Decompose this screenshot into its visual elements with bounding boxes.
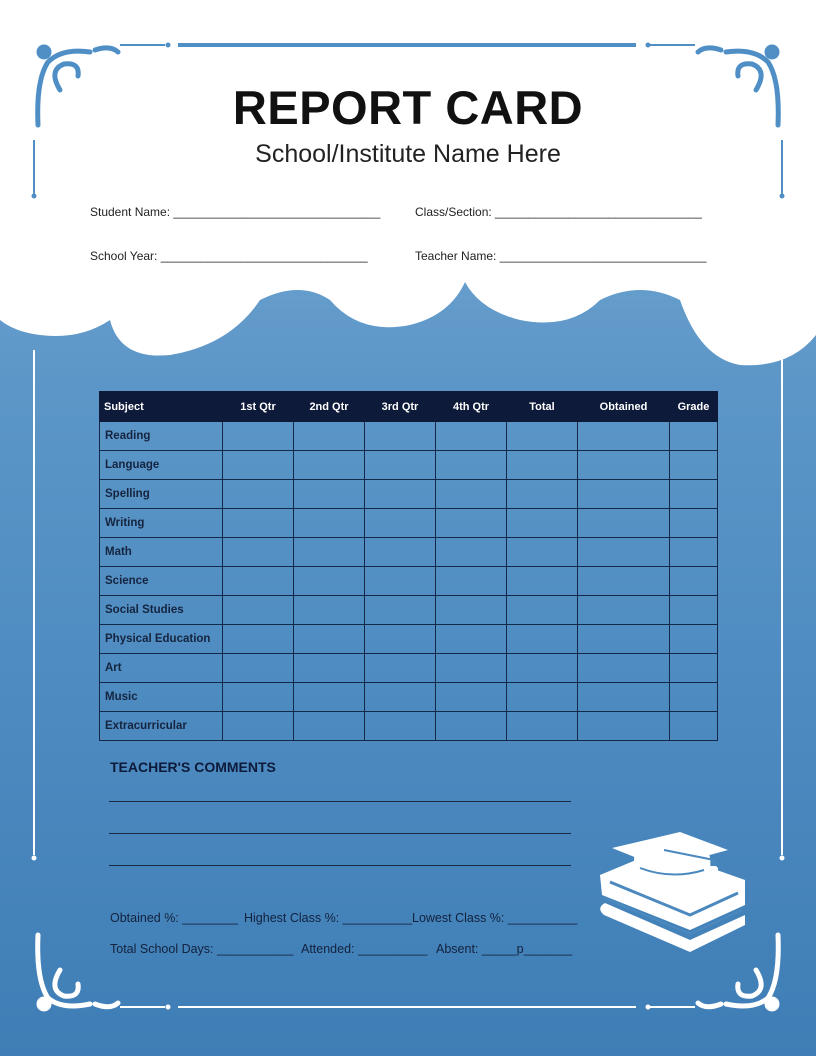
grade-cell[interactable] — [365, 683, 436, 712]
grade-cell[interactable] — [294, 567, 365, 596]
grade-cell[interactable] — [223, 654, 294, 683]
grade-cell[interactable] — [436, 451, 507, 480]
grade-cell[interactable] — [436, 654, 507, 683]
column-header: 2nd Qtr — [294, 392, 365, 422]
highest-percent-field[interactable]: Highest Class %: __________ — [244, 911, 413, 925]
grade-cell[interactable] — [223, 422, 294, 451]
grade-cell[interactable] — [365, 596, 436, 625]
grade-cell[interactable] — [507, 509, 578, 538]
column-header: Grade — [670, 392, 718, 422]
grade-cell[interactable] — [507, 451, 578, 480]
grade-cell[interactable] — [436, 625, 507, 654]
subject-cell: Writing — [100, 509, 223, 538]
grade-cell[interactable] — [578, 480, 670, 509]
grade-cell[interactable] — [223, 625, 294, 654]
subject-cell: Social Studies — [100, 596, 223, 625]
graduation-book-icon — [600, 832, 745, 952]
grade-cell[interactable] — [578, 422, 670, 451]
grade-cell[interactable] — [436, 538, 507, 567]
grade-cell[interactable] — [294, 596, 365, 625]
comment-line[interactable] — [109, 833, 571, 834]
column-header: 1st Qtr — [223, 392, 294, 422]
grade-cell[interactable] — [578, 451, 670, 480]
grade-cell[interactable] — [294, 712, 365, 741]
column-header: Total — [507, 392, 578, 422]
grade-cell[interactable] — [507, 712, 578, 741]
grade-cell[interactable] — [294, 538, 365, 567]
table-row — [100, 654, 718, 683]
grade-cell[interactable] — [294, 625, 365, 654]
grade-cell[interactable] — [365, 567, 436, 596]
grade-cell[interactable] — [670, 538, 718, 567]
column-header: Subject — [100, 392, 223, 422]
grade-cell[interactable] — [436, 480, 507, 509]
grade-cell[interactable] — [223, 567, 294, 596]
grade-cell[interactable] — [507, 567, 578, 596]
grade-cell[interactable] — [223, 712, 294, 741]
comments-title: TEACHER'S COMMENTS — [110, 759, 276, 775]
grade-cell[interactable] — [365, 625, 436, 654]
table-row — [100, 451, 718, 480]
grade-cell[interactable] — [670, 422, 718, 451]
grade-cell[interactable] — [223, 451, 294, 480]
grade-cell[interactable] — [670, 683, 718, 712]
grade-cell[interactable] — [670, 625, 718, 654]
lowest-percent-field[interactable]: Lowest Class %: __________ — [412, 911, 578, 925]
grade-cell[interactable] — [365, 538, 436, 567]
subject-cell: Physical Education — [100, 625, 223, 654]
grade-cell[interactable] — [365, 480, 436, 509]
grade-cell[interactable] — [294, 451, 365, 480]
total-school-days-field[interactable]: Total School Days: ___________ — [110, 942, 294, 956]
grade-cell[interactable] — [578, 625, 670, 654]
column-header: 3rd Qtr — [365, 392, 436, 422]
teacher-name-field[interactable]: Teacher Name: _______________________________ — [415, 249, 707, 263]
grade-cell[interactable] — [507, 422, 578, 451]
grade-cell[interactable] — [507, 480, 578, 509]
student-name-field[interactable]: Student Name: _______________________________ — [90, 205, 381, 219]
corner-ornament-bottom-right — [698, 935, 778, 1009]
grade-cell[interactable] — [436, 567, 507, 596]
grade-cell[interactable] — [365, 654, 436, 683]
grades-table — [99, 391, 718, 741]
grade-cell[interactable] — [365, 509, 436, 538]
page-title: REPORT CARD — [232, 81, 584, 134]
grade-cell[interactable] — [365, 712, 436, 741]
subject-cell: Music — [100, 683, 223, 712]
subject-cell: Spelling — [100, 480, 223, 509]
grade-cell[interactable] — [670, 596, 718, 625]
subject-cell: Art — [100, 654, 223, 683]
grade-cell[interactable] — [365, 451, 436, 480]
grade-cell[interactable] — [294, 509, 365, 538]
column-header: 4th Qtr — [436, 392, 507, 422]
grade-cell[interactable] — [436, 422, 507, 451]
grade-cell[interactable] — [578, 683, 670, 712]
grade-cell[interactable] — [223, 538, 294, 567]
grade-cell[interactable] — [670, 712, 718, 741]
grade-cell[interactable] — [578, 509, 670, 538]
grade-cell[interactable] — [436, 683, 507, 712]
table-row — [100, 683, 718, 712]
grade-cell[interactable] — [670, 567, 718, 596]
grade-cell[interactable] — [294, 654, 365, 683]
table-row — [100, 712, 718, 741]
corner-ornament-bottom-left — [38, 935, 118, 1009]
subject-cell: Language — [100, 451, 223, 480]
grade-cell[interactable] — [365, 422, 436, 451]
grade-cell[interactable] — [670, 451, 718, 480]
grade-cell[interactable] — [294, 480, 365, 509]
grade-cell[interactable] — [436, 596, 507, 625]
school-name: School/Institute Name Here — [255, 140, 561, 168]
grade-cell[interactable] — [578, 596, 670, 625]
grade-cell[interactable] — [578, 538, 670, 567]
table-header-row — [100, 392, 718, 422]
grade-cell[interactable] — [223, 480, 294, 509]
grade-cell[interactable] — [670, 654, 718, 683]
grade-cell[interactable] — [507, 683, 578, 712]
column-header: Obtained — [578, 392, 670, 422]
grade-cell[interactable] — [578, 567, 670, 596]
obtained-percent-field[interactable]: Obtained %: ________ — [110, 911, 238, 925]
table-row — [100, 625, 718, 654]
table-row — [100, 567, 718, 596]
table-row — [100, 422, 718, 451]
comment-line[interactable] — [109, 801, 571, 802]
school-year-field[interactable]: School Year: _______________________________ — [90, 249, 368, 263]
grade-cell[interactable] — [223, 509, 294, 538]
subject-cell: Science — [100, 567, 223, 596]
grade-cell[interactable] — [223, 596, 294, 625]
table-row — [100, 596, 718, 625]
grade-cell[interactable] — [507, 596, 578, 625]
subject-cell: Math — [100, 538, 223, 567]
grade-cell[interactable] — [578, 654, 670, 683]
table-row — [100, 538, 718, 567]
grade-cell[interactable] — [294, 683, 365, 712]
grade-cell[interactable] — [578, 712, 670, 741]
table-row — [100, 509, 718, 538]
grade-cell[interactable] — [436, 712, 507, 741]
comment-line[interactable] — [109, 865, 571, 866]
grade-cell[interactable] — [507, 625, 578, 654]
grade-cell[interactable] — [507, 654, 578, 683]
subject-cell: Extracurricular — [100, 712, 223, 741]
attended-field[interactable]: Attended: __________ — [301, 942, 428, 956]
cloud-shape — [0, 0, 816, 365]
absent-field[interactable]: Absent: _____p_______ — [436, 942, 573, 956]
grade-cell[interactable] — [670, 509, 718, 538]
grade-cell[interactable] — [436, 509, 507, 538]
grade-cell[interactable] — [294, 422, 365, 451]
subject-cell: Reading — [100, 422, 223, 451]
grade-cell[interactable] — [223, 683, 294, 712]
class-section-field[interactable]: Class/Section: _______________________________ — [415, 205, 702, 219]
grade-cell[interactable] — [670, 480, 718, 509]
grade-cell[interactable] — [507, 538, 578, 567]
table-row — [100, 480, 718, 509]
